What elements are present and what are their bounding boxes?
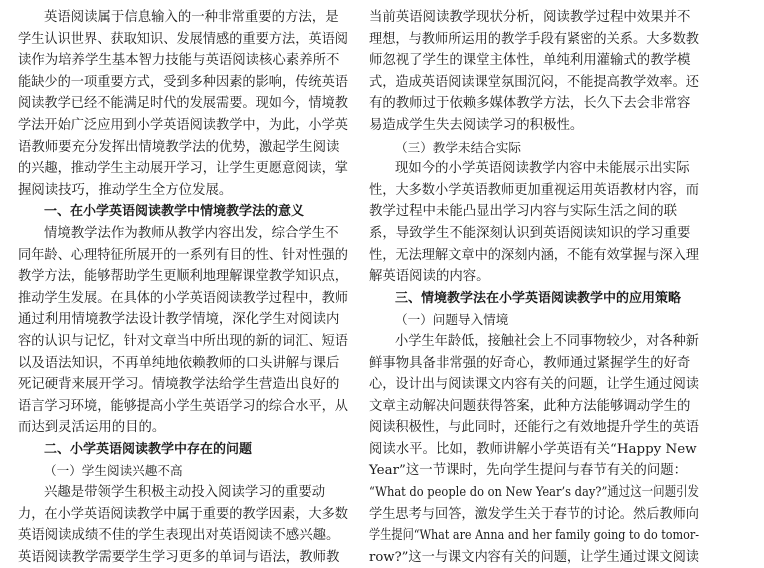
text-line: 语言学习环境，能够提高小学生英语学习的综合水平，从: [18, 398, 349, 414]
text-line: 阅读教学已经不能满足时代的发展需要。现如今，情境教: [18, 96, 349, 112]
text-line: 握阅读技巧，推动学生全方位发展。: [18, 182, 233, 198]
section-heading: 三、情境教学法在小学英语阅读教学中的应用策略: [395, 290, 682, 306]
text-line: 式，造成英语阅读课堂氛围沉闷，不能提高教学效率。还: [369, 74, 700, 90]
left-text-column: [18, 7, 348, 568]
subsection-heading: （三）教学未结合实际: [395, 139, 521, 155]
text-line: 读作为培养学生基本智力技能与英语阅读核心素养所不: [18, 53, 340, 69]
text-line: 鲜事物具备非常强的好奇心，教师通过紧握学生的好奇: [369, 355, 691, 371]
text-line: 解英语阅读的内容。: [369, 269, 490, 285]
text-line: 而达到灵活运用的目的。: [18, 420, 166, 436]
text-line: 阅读积极性，与此同时，还能行之有效地提升学生的英语: [369, 420, 700, 436]
text-line: 系，导致学生不能深刻认识到英语阅读知识的学习重要: [369, 225, 691, 241]
text-line: Year”这一节课时，先向学生提问与春节有关的问题：: [369, 463, 688, 479]
text-line: 学生认识世界、获取知识、发展情感的重要方法，英语阅: [18, 31, 349, 47]
text-line: 小学生年龄低，接触社会上不同事物较少，对各种新: [395, 333, 700, 349]
text-line: 力，在小学英语阅读教学中属于重要的教学因素，大多数: [18, 506, 349, 522]
text-line: 英语阅读教学需要学生学习更多的单词与语法，教师教: [18, 549, 340, 565]
text-line: 英语阅读属于信息输入的一种非常重要的方法，是: [44, 10, 339, 25]
text-line: 情境教学法作为教师从教学内容出发，综合学生不: [44, 225, 339, 241]
text-line: 当前英语阅读教学现状分析，阅读教学过程中效果并不: [369, 10, 691, 25]
text-line: 教学方法，能够帮助学生更顺利地理解课堂教学知识点，: [18, 269, 349, 285]
text-line: “What do people do on New Year’s day?”通过这一问题引发: [369, 485, 699, 501]
text-line: 心，设计出与阅读课文内容有关的问题，让学生通过阅读: [369, 377, 700, 393]
text-line: 学生思考与回答，激发学生关于春节的讨论。然后教师向: [369, 506, 700, 522]
text-line: 学法开始广泛应用到小学英语阅读教学中，为此，小学英: [18, 117, 349, 133]
text-line: 英语阅读成绩不佳的学生表现出对英语阅读不感兴趣。: [18, 528, 340, 544]
text-line: 性，大多数小学英语教师更加重视运用英语教材内容，而: [369, 182, 700, 198]
text-line: 文章主动解决问题获得答案，此种方法能够调动学生的: [369, 398, 691, 414]
section-heading: 二、小学英语阅读教学中存在的问题: [44, 441, 253, 457]
subsection-heading: （一）学生阅读兴趣不高: [44, 463, 183, 479]
subsection-heading: （一）问题导入情境: [395, 312, 509, 328]
text-line: 容的认识与记忆，针对文章当中所出现的新的词汇、短语: [18, 333, 349, 349]
right-text-column: [369, 7, 699, 568]
text-line: 学生提问“What are Anna and her family going to do tomor-: [369, 528, 699, 544]
text-line: 教学过程中未能凸显出学习内容与实际生活之间的联: [369, 204, 677, 220]
text-line: 推动学生发展。在具体的小学英语阅读教学过程中，教师: [18, 290, 349, 306]
text-line: 的兴趣，推动学生主动展开学习，让学生更愿意阅读，掌: [18, 161, 349, 177]
text-line: 以及语法知识，不再单纯地依赖教师的口头讲解与课后: [18, 355, 340, 371]
text-line: 死记硬背来展开学习。情境教学法给学生营造出良好的: [18, 377, 340, 393]
text-line: 现如今的小学英语阅读教学内容中未能展示出实际: [395, 161, 690, 177]
text-line: 理想，与教师所运用的教学手段有紧密的关系。大多数教: [369, 31, 700, 47]
text-line: 同年龄、心理特征所展开的一系列有目的性、针对性强的: [18, 247, 349, 263]
text-line: 阅读水平。比如，教师讲解小学英语有关“Happy New: [369, 441, 697, 457]
text-line: 通过利用情境教学法设计教学情境，深化学生对阅读内: [18, 312, 340, 328]
text-line: 有的教师过于依赖多媒体教学方法，长久下去会非常容: [369, 96, 691, 112]
section-heading: 一、在小学英语阅读教学中情境教学法的意义: [44, 204, 305, 220]
text-line: 师忽视了学生的课堂主体性，单纯利用灌输式的教学模: [369, 53, 691, 69]
text-line: 兴趣是带领学生积极主动投入阅读学习的重要动: [44, 485, 326, 501]
text-line: 性，无法理解文章中的深刻内涵，不能有效掌握与深入理: [369, 247, 700, 263]
text-line: 易造成学生失去阅读学习的积极性。: [369, 117, 584, 133]
text-line: 能缺少的一项重要方式，受到多种因素的影响，传统英语: [18, 74, 349, 90]
text-line: row?”这一与课文内容有关的问题，让学生通过课文阅读: [369, 549, 699, 565]
text-line: 语教师要充分发挥出情境教学法的优势，激起学生阅读: [18, 139, 340, 155]
